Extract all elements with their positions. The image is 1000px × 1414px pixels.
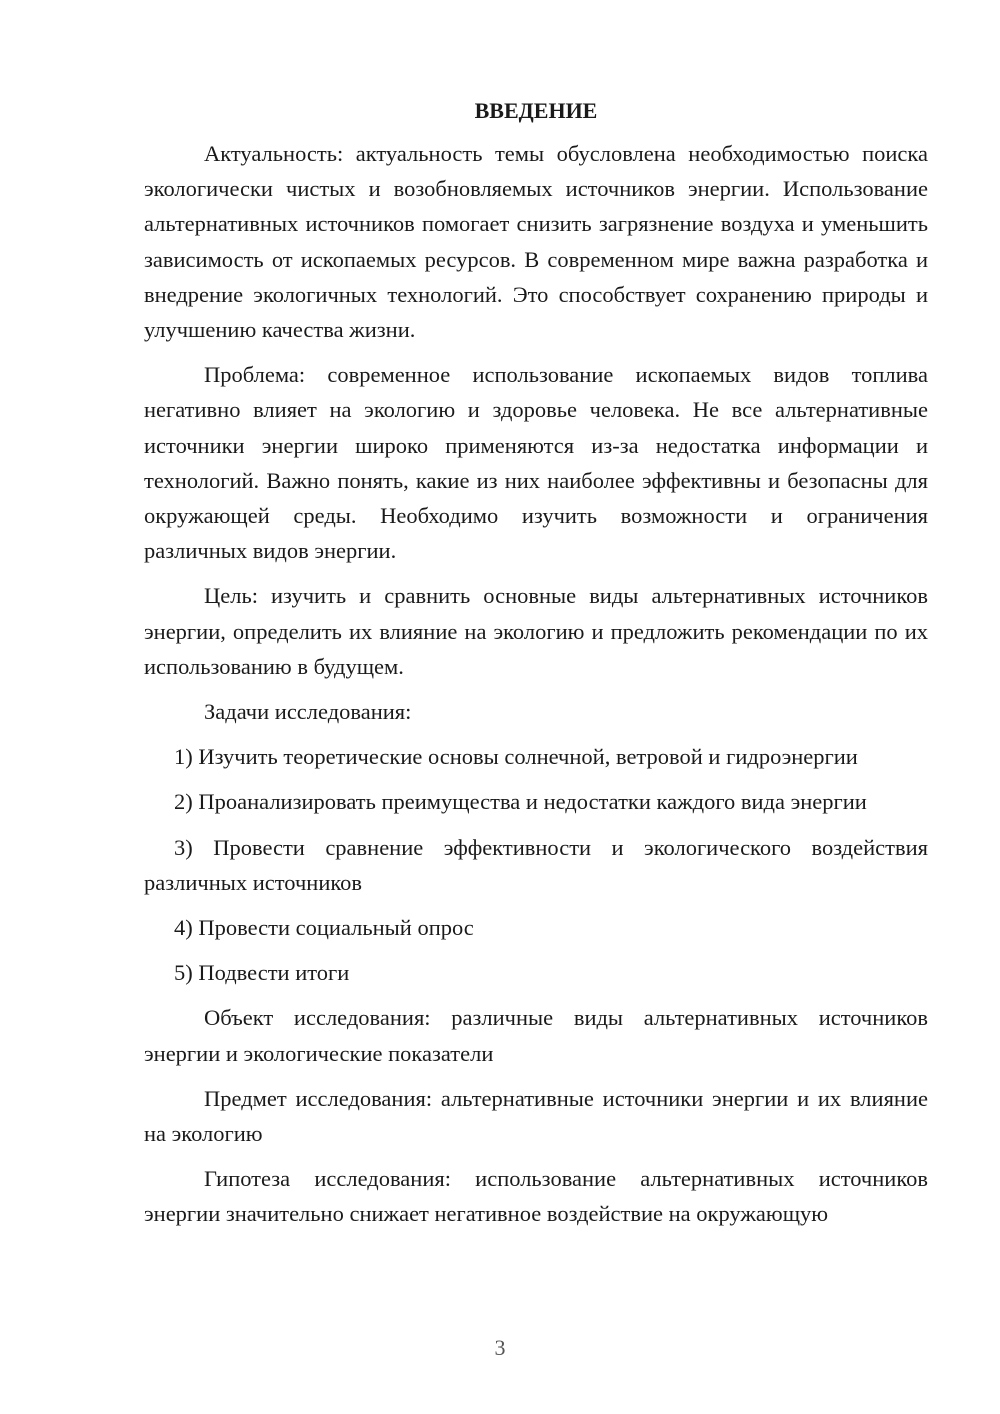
goal-paragraph: Цель: изучить и сравнить основные виды альтернативных источников энергии, определить их влияние на экологию и предложить рекомендации по их использованию в будущем.	[144, 583, 928, 679]
task-item: 3) Провести сравнение эффективности и экологического воздействия различных источников	[144, 834, 928, 895]
task-item: 1) Изучить теоретические основы солнечной, ветровой и гидроэнергии	[174, 744, 858, 770]
problem-paragraph: Проблема: современное использование ископаемых видов топлива негативно влияет на экологию и здоровье человека. Не все альтернативные источники энергии широко применяются из-за недостатка информации и технологий. Важно понять, какие из них наиболее эффективны и безопасны для окружающей среды. Необходимо изучить возможности и ограничения различных видов энергии.	[144, 362, 928, 564]
task-item: 5) Подвести итоги	[174, 960, 350, 986]
hypothesis-paragraph: Гипотеза исследования: использование альтернативных источников энергии значительно снижает негативное воздействие на окружающую	[144, 1166, 928, 1227]
page-title: ВВЕДЕНИЕ	[474, 98, 598, 123]
task-item: 4) Провести социальный опрос	[174, 915, 474, 941]
object-paragraph: Объект исследования: различные виды альтернативных источников энергии и экологические показатели	[144, 1005, 928, 1066]
document-body	[144, 96, 928, 1242]
task-item: 2) Проанализировать преимущества и недостатки каждого вида энергии	[174, 789, 867, 815]
relevance-paragraph: Актуальность: актуальность темы обусловлена необходимостью поиска экологически чистых и возобновляемых источников энергии. Использование альтернативных источников помогает снизить загрязнение воздуха и уменьшить зависимость от ископаемых ресурсов. В современном мире важна разработка и внедрение экологичных технологий. Это способствует сохранению природы и улучшению качества жизни.	[144, 141, 928, 343]
subject-paragraph: Предмет исследования: альтернативные источники энергии и их влияние на экологию	[144, 1085, 928, 1147]
tasks-heading: Задачи исследования:	[204, 699, 412, 725]
page-number: 3	[494, 1335, 506, 1360]
